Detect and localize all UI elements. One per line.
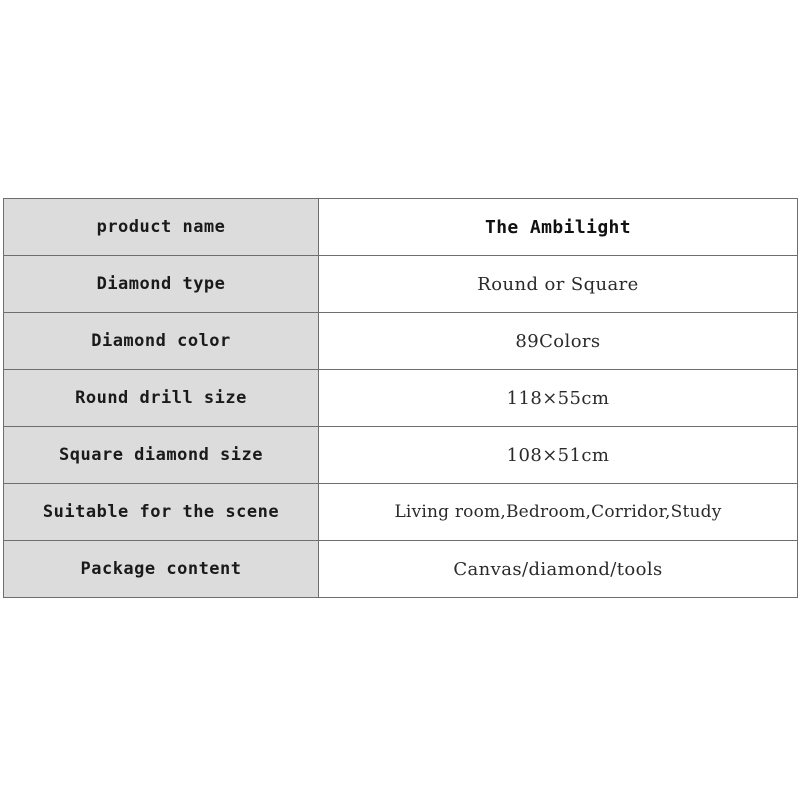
row-value: 118×55cm [319,370,798,427]
row-value: 89Colors [319,313,798,370]
row-value: The Ambilight [319,199,798,256]
row-label: Round drill size [4,370,319,427]
row-label: Suitable for the scene [4,484,319,541]
table-row-package-content [4,541,798,598]
row-value: Living room,Bedroom,Corridor,Study [319,484,798,541]
table-row-diamond-type [4,256,798,313]
table-row-suitable-scene [4,484,798,541]
table-row-round-drill-size [4,370,798,427]
row-label: Package content [4,541,319,598]
row-value: 108×51cm [319,427,798,484]
row-label: product name [4,199,319,256]
row-label: Square diamond size [4,427,319,484]
row-label: Diamond type [4,256,319,313]
row-value: Round or Square [319,256,798,313]
row-value: Canvas/diamond/tools [319,541,798,598]
table-row-square-diamond-size [4,427,798,484]
row-label: Diamond color [4,313,319,370]
table-row-diamond-color [4,313,798,370]
table-row-product-name [4,199,798,256]
product-spec-table [3,198,798,598]
